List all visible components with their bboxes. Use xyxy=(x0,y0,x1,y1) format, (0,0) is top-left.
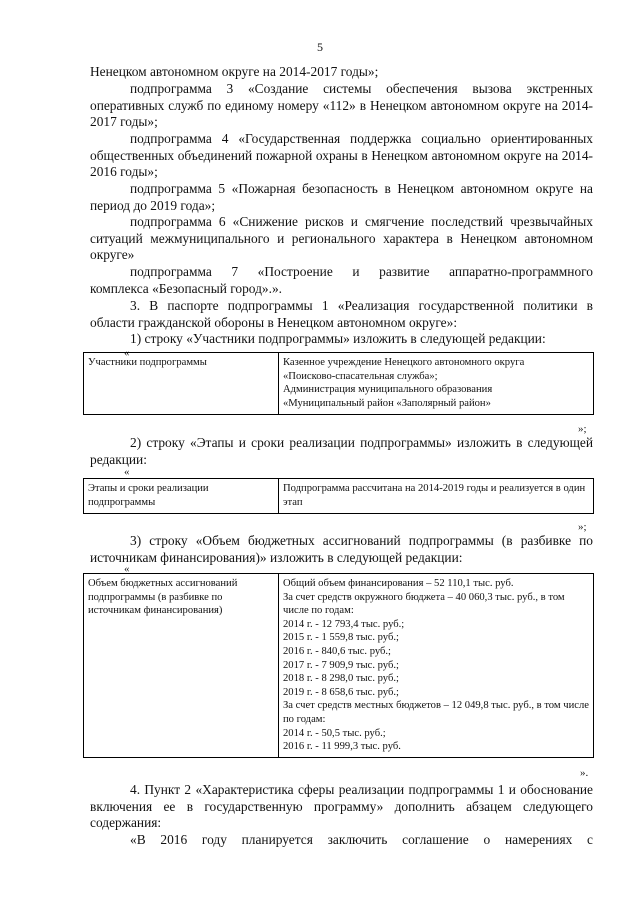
table-budget xyxy=(83,573,594,758)
item-3-sub1: 1) строку «Участники подпрограммы» изложить в следующей редакции: xyxy=(130,331,546,346)
table3-line-10: 2014 г. - 50,5 тыс. руб.; xyxy=(283,727,386,739)
open-quote-2: « xyxy=(124,466,130,478)
page-number: 5 xyxy=(317,40,323,54)
table3-line-6: 2017 г. - 7 909,9 тыс. руб.; xyxy=(283,659,399,671)
open-quote-1: « xyxy=(124,347,130,359)
table-row xyxy=(84,353,594,415)
table-participants xyxy=(83,352,594,415)
table1-value xyxy=(279,353,594,415)
table1-line-4: «Муниципальный район «Заполярный район» xyxy=(283,397,491,409)
table-row xyxy=(84,574,594,758)
table3-line-4: 2015 г. - 1 559,8 тыс. руб.; xyxy=(283,632,399,644)
item-4-text: 4. Пункт 2 «Характеристика сферы реализации подпрограммы 1 и обоснование включения ее в государственную программу» дополнить абзацем следующего содержания: xyxy=(90,782,593,831)
table-stages xyxy=(83,478,594,514)
subprogram-4: подпрограмма 4 «Государственная поддержка социально ориентированных общественных объединений пожарной охраны в Ненецком автономном округе на 2014-2016 годы»; xyxy=(90,131,593,180)
intro-line: Ненецком автономном округе на 2014-2017 годы»; xyxy=(90,64,379,79)
table3-value xyxy=(279,574,594,758)
open-quote-3: « xyxy=(124,563,130,575)
end-mark-2: »; xyxy=(578,521,587,533)
subprogram-6: подпрограмма 6 «Снижение рисков и смягчение последствий чрезвычайных ситуаций межмуниципального и регионального характера в Ненецком автономном округе» xyxy=(90,214,593,263)
table2-label: Этапы и сроки реализации подпрограммы xyxy=(84,479,279,514)
subprogram-3: подпрограмма 3 «Создание системы обеспечения вызова экстренных оперативных служб по единому номеру «112» в Ненецком автономном округе на 2014-2017 годы»; xyxy=(90,81,593,130)
subprogram-7-line2: комплекса «Безопасный город».». xyxy=(90,281,282,296)
item-3-sub2: 2) строку «Этапы и сроки реализации подпрограммы» изложить в следующей редакции: xyxy=(90,435,593,467)
table1-line-3: Администрация муниципального образования xyxy=(283,384,493,396)
table3-line-5: 2016 г. - 840,6 тыс. руб.; xyxy=(283,645,391,657)
table3-line-3: 2014 г. - 12 793,4 тыс. руб.; xyxy=(283,618,405,630)
table3-line-1: Общий объем финансирования – 52 110,1 тыс. руб. xyxy=(283,578,514,589)
end-mark-1: »; xyxy=(578,423,587,435)
subprogram-5: подпрограмма 5 «Пожарная безопасность в Ненецком автономном округе на период до 2019 года»; xyxy=(90,181,593,213)
table3-line-2: За счет средств окружного бюджета – 40 060,3 тыс. руб., в том числе по годам: xyxy=(283,591,565,617)
table3-line-7: 2018 г. - 8 298,0 тыс. руб.; xyxy=(283,673,399,685)
table1-line-2: «Поисково-спасательная служба»; xyxy=(283,370,438,382)
table1-label: Участники подпрограммы xyxy=(84,353,279,415)
table3-line-8: 2019 г. - 8 658,6 тыс. руб.; xyxy=(283,686,399,698)
table3-line-11: 2016 г. - 11 999,3 тыс. руб. xyxy=(283,741,401,753)
item-4-last-line: «В 2016 году планируется заключить соглашение о намерениях с xyxy=(130,832,593,847)
item-3-text: 3. В паспорте подпрограммы 1 «Реализация государственной политики в области гражданской обороны в Ненецком автономном округе»: xyxy=(90,298,593,330)
item-3-sub3: 3) строку «Объем бюджетных ассигнований подпрограммы (в разбивке по источникам финансирования)» изложить в следующей редакции: xyxy=(90,533,593,565)
table3-line-9: За счет средств местных бюджетов – 12 049,8 тыс. руб., в том числе по годам: xyxy=(283,700,589,725)
table3-label: Объем бюджетных ассигнований подпрограммы (в разбивке по источникам финансирования) xyxy=(84,574,279,758)
end-mark-3: ». xyxy=(580,767,589,779)
table1-line-1: Казенное учреждение Ненецкого автономного округа xyxy=(283,357,525,368)
table-row xyxy=(84,479,594,514)
subprogram-7-line1: подпрограмма 7 «Построение и развитие аппаратно-программного xyxy=(130,264,593,279)
table2-value: Подпрограмма рассчитана на 2014-2019 годы и реализуется в один этап xyxy=(279,479,594,514)
